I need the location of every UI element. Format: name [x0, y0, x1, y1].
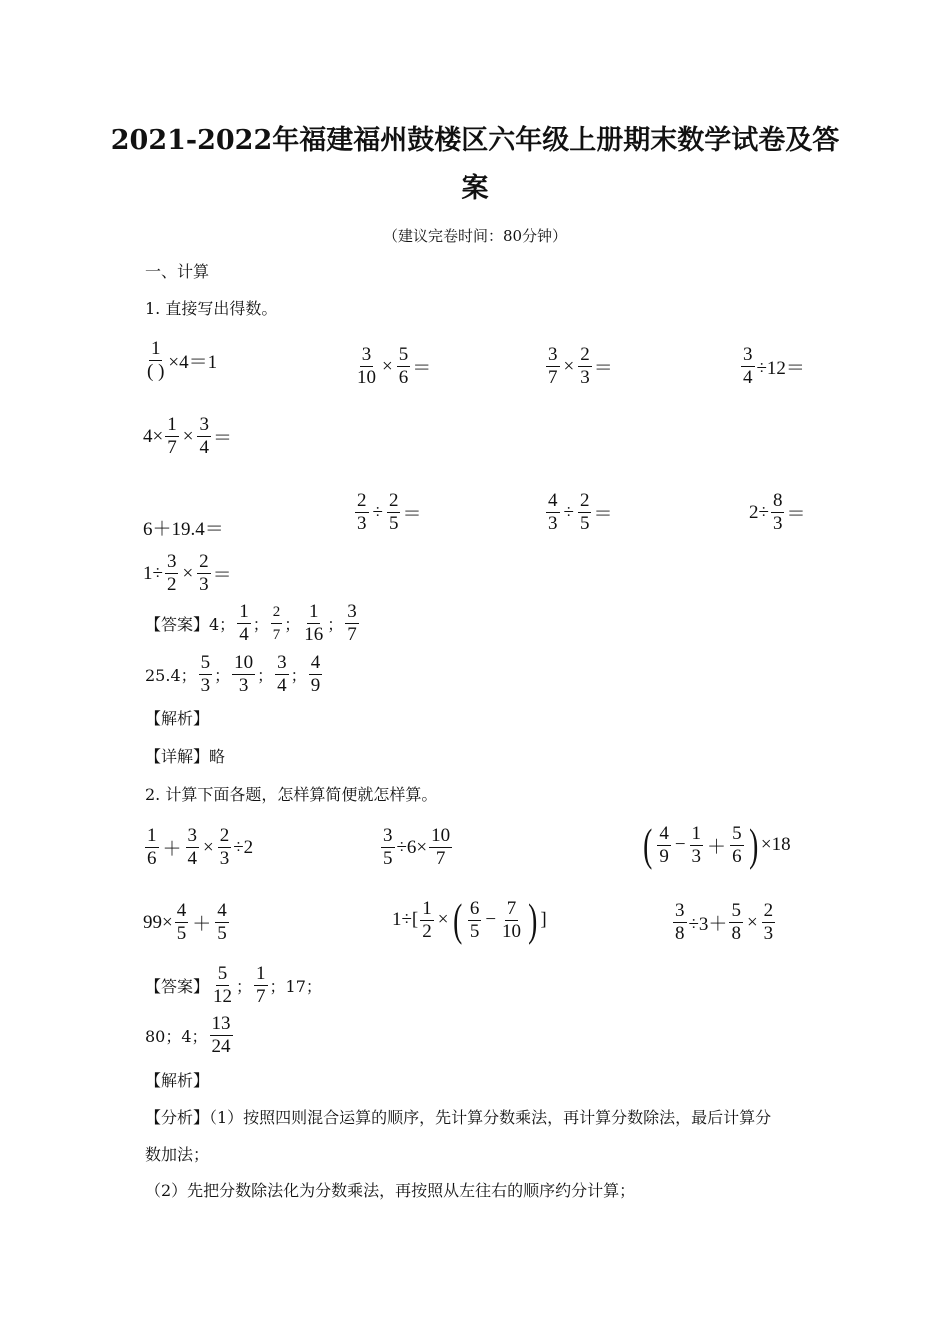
q2-item-a: $\frac{1}{6}$ ＋ $\frac{3}{4}$ × $\frac{2}{3}$ ÷2	[147, 825, 254, 869]
q1-item-d: $\frac{3}{4}$ ÷12＝	[743, 344, 805, 388]
q1-item-b: $\frac{3}{10}$ × $\frac{5}{6}$ ＝	[357, 344, 432, 388]
q2-answer-line1: 【答案】 $\frac{5}{12}$ ； $\frac{1}{7}$ ；17；	[145, 963, 322, 1007]
q2-item-b: $\frac{3}{5}$ ÷6× $\frac{10}{7}$	[383, 825, 451, 869]
q1-item-h: $\frac{4}{3}$ ÷ $\frac{2}{5}$ ＝	[548, 490, 613, 534]
q1-item-g: $\frac{2}{3}$ ÷ $\frac{2}{5}$ ＝	[357, 490, 422, 534]
q2-item-d: 99× $\frac{4}{5}$ ＋ $\frac{4}{5}$	[143, 900, 227, 944]
page-title-line2: 案	[461, 173, 489, 204]
question-2: 2. 计算下面各题，怎样算简便就怎样算。	[145, 785, 438, 804]
q1-item-j: 1÷ $\frac{3}{2}$ × $\frac{2}{3}$ ＝	[143, 551, 232, 595]
q1-item-e: 4× $\frac{1}{7}$ × $\frac{3}{4}$ ＝	[143, 414, 232, 458]
q1-answer-line1: 【答案】4； $\frac{1}{4}$ ； $\frac{2}{7}$ ； $\frac{1}{16}$ ； $\frac{3}{7}$	[145, 601, 357, 645]
detail-label: 【详解】略	[145, 747, 226, 766]
analysis-text-1-cont: 数加法；	[145, 1145, 210, 1164]
analysis-text-2: （2）先把分数除法化为分数乘法，再按照从左往右的顺序约分计算；	[145, 1181, 636, 1200]
q1-item-f: 6＋19.4＝	[143, 519, 224, 540]
analysis2-label: 【解析】	[145, 1071, 210, 1090]
q2-item-f: $\frac{3}{8}$ ÷3＋ $\frac{5}{8}$ × $\frac{2}{3}$	[675, 900, 774, 944]
q2-item-c: ( $\frac{4}{9}$ − $\frac{1}{3}$ ＋ $\frac{5}{6}$ ) ×18	[643, 819, 791, 870]
section-heading: 一、计算	[145, 262, 210, 281]
analysis-text-1: 【分析】（1）按照四则混合运算的顺序，先计算分数乘法，再计算分数除法，最后计算分	[145, 1108, 772, 1127]
q2-item-e: 1÷[ $\frac{1}{2}$ × ( $\frac{6}{5}$ − $\frac{7}{10}$ ) ]	[392, 894, 547, 945]
q1-item-i: 2÷ $\frac{8}{3}$ ＝	[749, 490, 806, 534]
q1-item-a: $\frac{1}{( )}$ ×4＝1	[147, 338, 218, 382]
q1-item-c: $\frac{3}{7}$ × $\frac{2}{3}$ ＝	[548, 344, 613, 388]
question-1: 1. 直接写出得数。	[145, 299, 278, 318]
q2-answer-line2: 80；4； $\frac{13}{24}$	[145, 1013, 231, 1057]
analysis-label: 【解析】	[145, 709, 210, 728]
time-note: （建议完卷时间：80分钟）	[382, 227, 568, 245]
q1-answer-line2: 25.4； $\frac{5}{3}$ ； $\frac{10}{3}$ ； $\frac{3}{4}$ ； $\frac{4}{9}$	[145, 652, 321, 696]
page-title: 2021-2022年福建福州鼓楼区六年级上册期末数学试卷及答	[110, 125, 840, 156]
